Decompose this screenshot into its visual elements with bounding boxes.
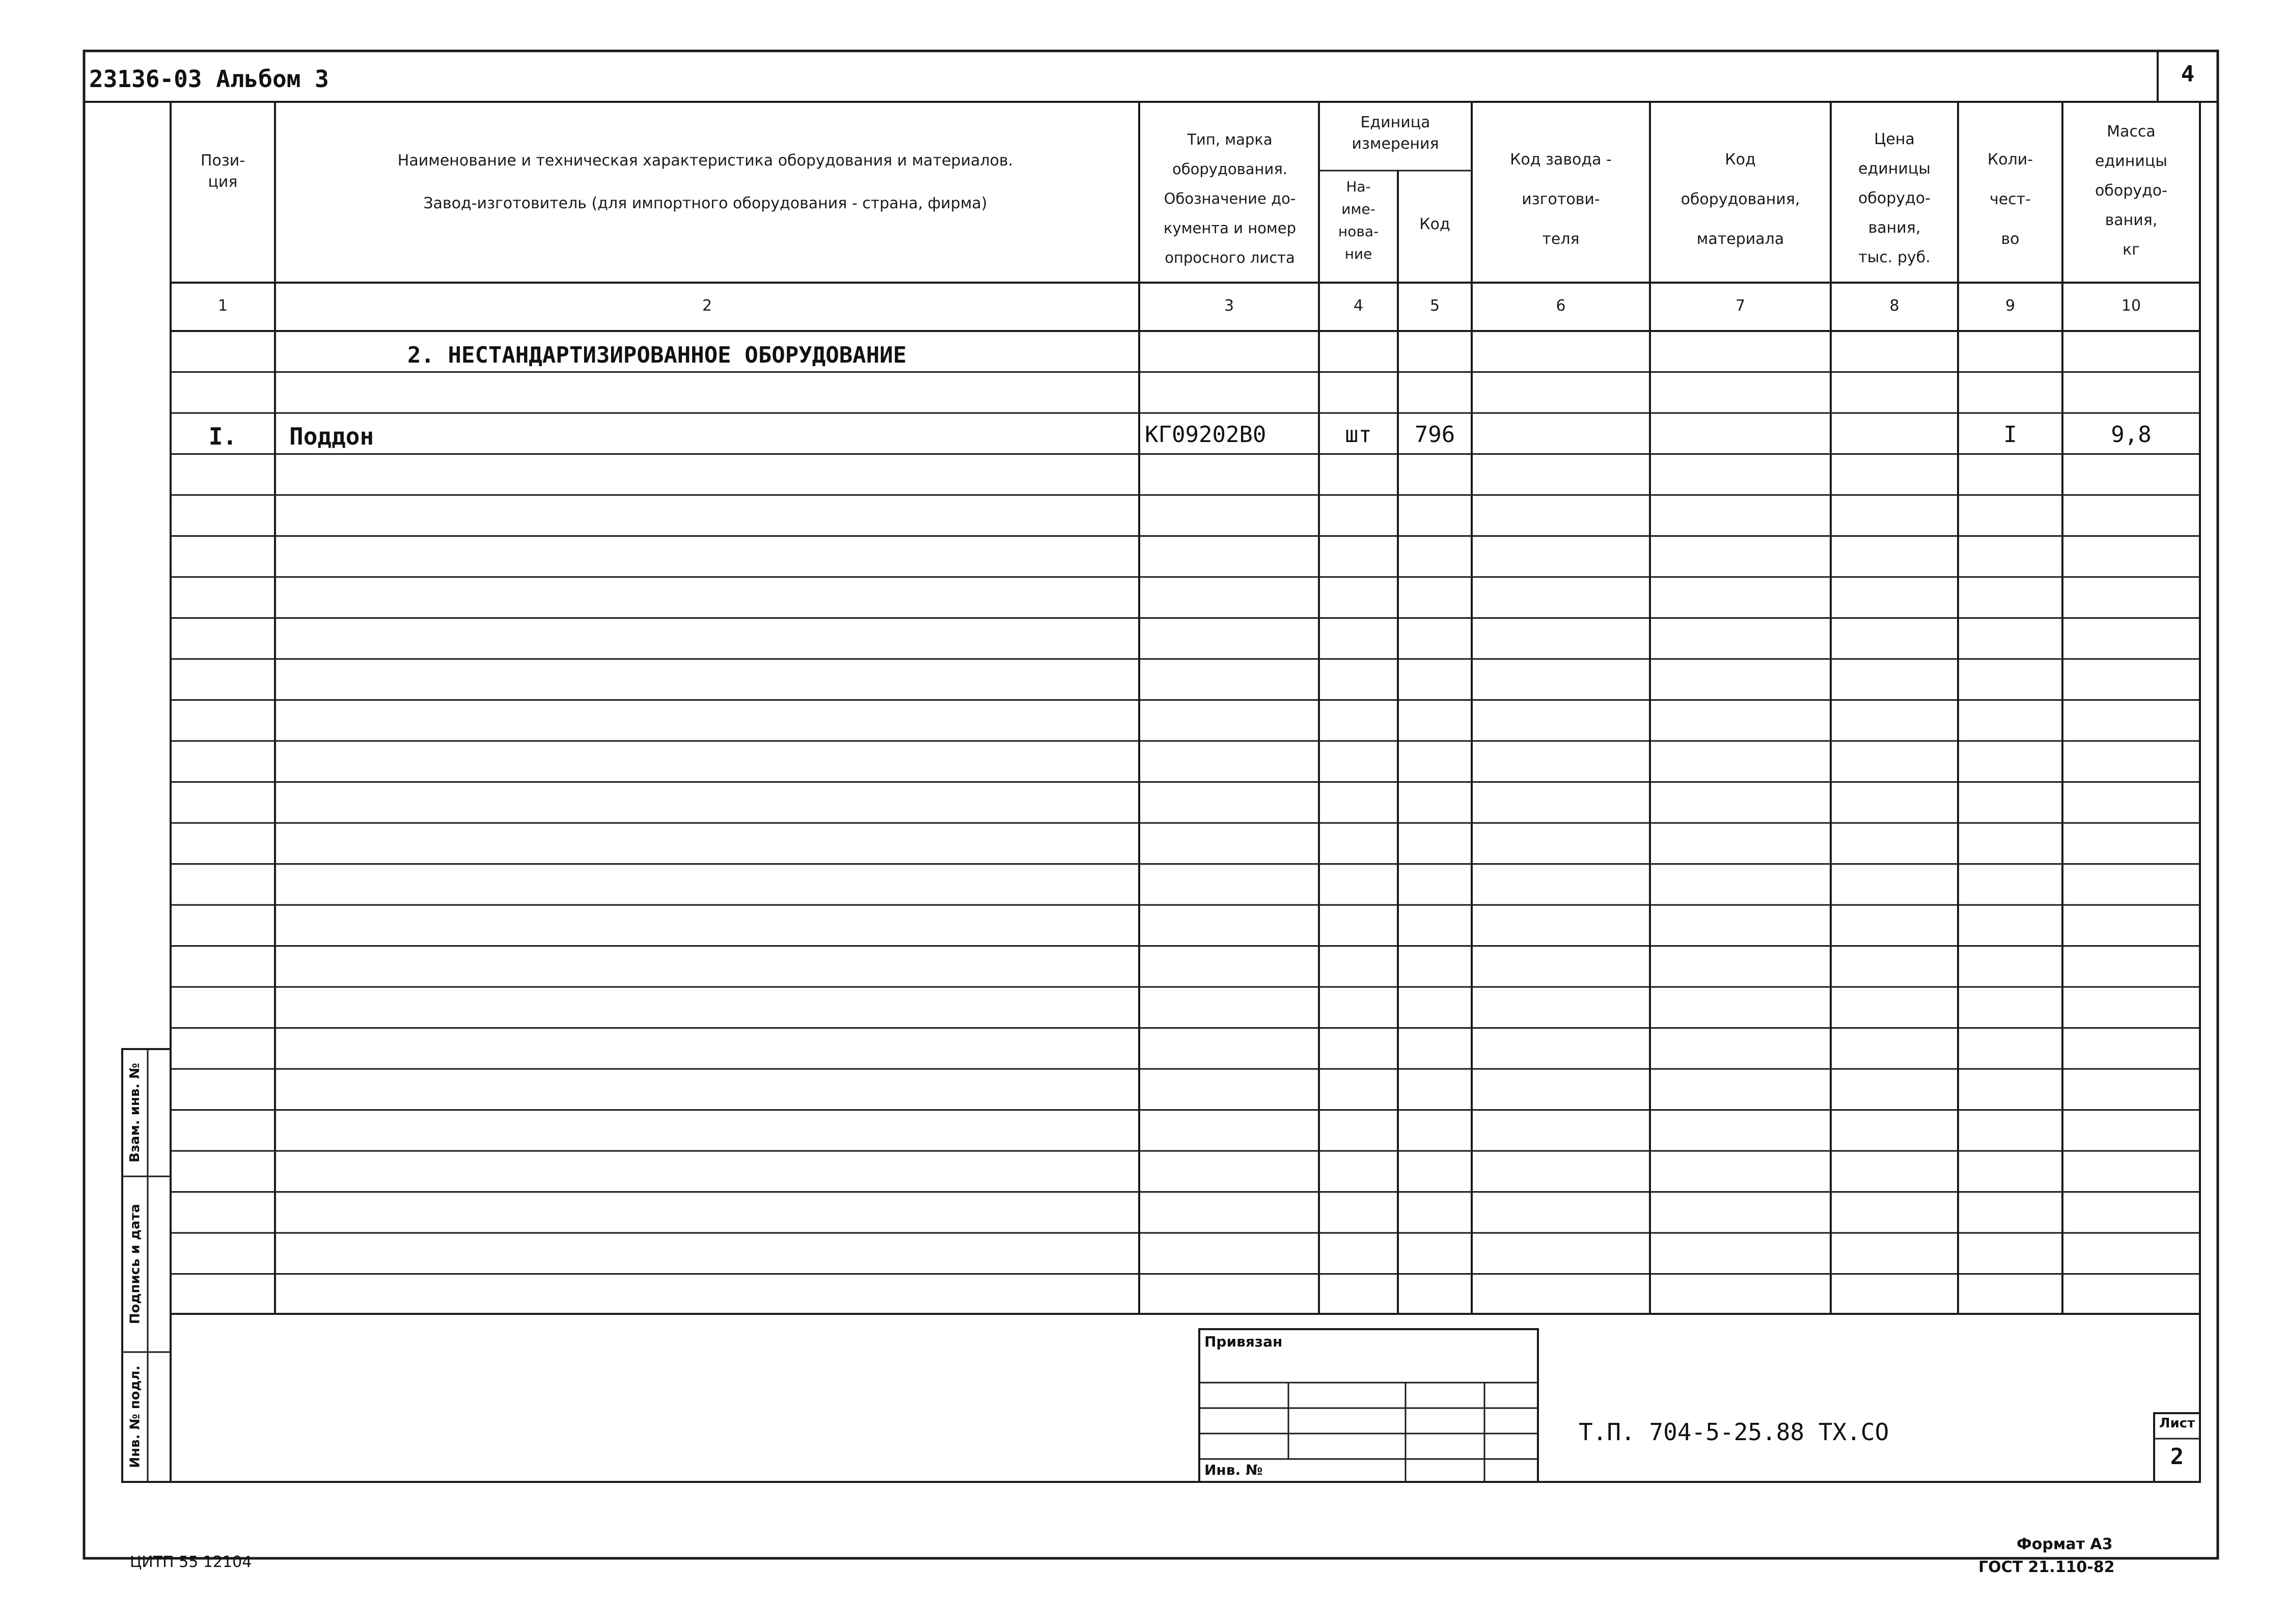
column-number: 3 [1224,297,1234,315]
column-number: 6 [1556,297,1566,315]
header-unit-name: На- име- нова- ние [1338,178,1379,262]
column-number: 10 [2121,297,2141,315]
column-number: 2 [702,297,712,315]
header-position: Пози- ция [200,152,245,191]
side-stamp-original: Инв. № подл. [127,1365,143,1468]
document-code: Т.П. 704-5-25.88 ТХ.СО [1579,1418,1889,1446]
row-quantity: I [2003,422,2017,448]
row-name: Поддон [289,423,374,450]
gost-label: ГОСТ 21.110-82 [1978,1558,2115,1576]
header-equipment-code: Код оборудования, материала [1681,151,1800,248]
sheet-label: Лист [2159,1416,2195,1431]
column-number: 8 [1889,297,1899,315]
header-name: Наименование и техническая характеристика оборудования и материалов. Завод-изготовитель (для импортного оборудования - страна, фирма) [397,152,1013,212]
binding-title: Привязан [1204,1333,1283,1350]
row-unit-code: 796 [1414,422,1455,448]
header-plant-code: Код завода - изготови- теля [1510,151,1612,248]
header-price: Цена единицы оборудо- вания, тыс. руб. [1858,130,1931,266]
printer-mark: ЦИТП 55 12104 [130,1553,252,1571]
row-mass: 9,8 [2111,422,2152,448]
corner-number: 4 [2181,61,2195,87]
sheet-number: 2 [2170,1444,2184,1470]
binding-inventory: Инв. № [1204,1462,1263,1478]
header-unit: Единица измерения [1352,114,1439,153]
column-number: 1 [217,297,228,315]
row-type: КГ09202В0 [1145,422,1266,448]
column-number: 7 [1735,297,1746,315]
column-number: 4 [1353,297,1364,315]
header-mass: Масса единицы оборудо- вания, кг [2095,123,2167,259]
side-stamp-signature: Подпись и дата [127,1203,143,1325]
album-title: 23136-03 Альбом 3 [89,65,329,93]
format-label: Формат А3 [2017,1535,2113,1553]
row-unit-name: шт [1345,422,1372,448]
row-position: I. [208,423,237,450]
header-type: Тип, марка оборудования. Обозначение до- кумента и номер опросного листа [1163,131,1297,266]
side-stamp-replace: Взам. инв. № [127,1063,143,1163]
section-title: 2. НЕСТАНДАРТИЗИРОВАННОЕ ОБОРУДОВАНИЕ [407,342,907,368]
column-number: 9 [2005,297,2016,315]
header-unit-code: Код [1419,215,1450,233]
header-quantity: Коли- чест- во [1987,151,2033,248]
column-number: 5 [1429,297,1440,315]
